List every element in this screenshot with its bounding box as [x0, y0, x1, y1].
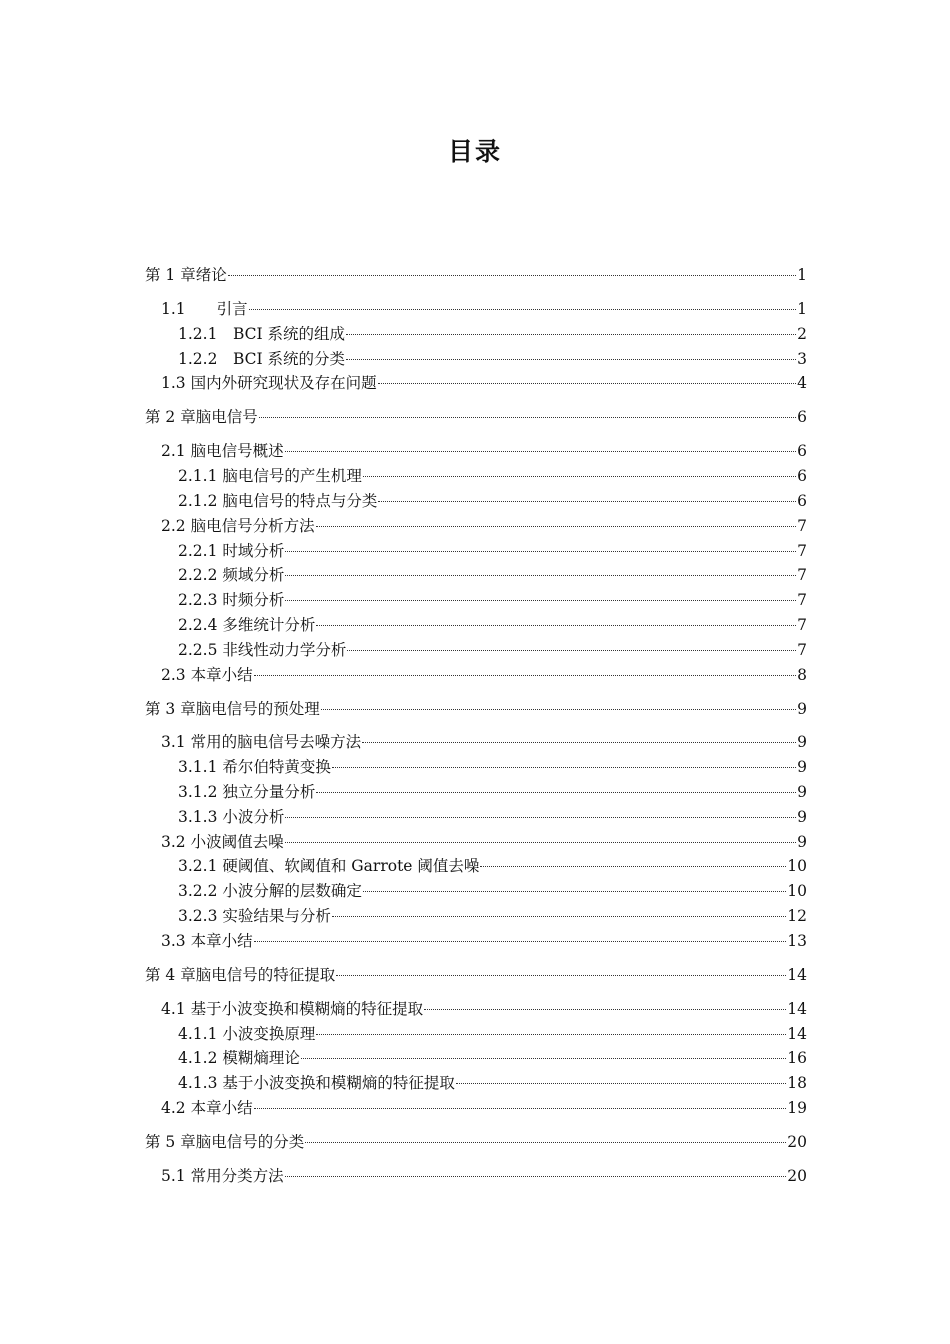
toc-entry-label: 2.3 本章小结 [161, 665, 253, 684]
toc-page-number: 6 [797, 442, 807, 461]
toc-entry-label: 第 2 章脑电信号 [145, 408, 258, 427]
page-title: 目录 [447, 137, 502, 166]
toc-entry-label: 2.2.3 时频分析 [178, 591, 285, 610]
toc-dot-leader [285, 575, 796, 576]
toc-page-number: 2 [797, 324, 807, 343]
toc-page-number: 9 [797, 699, 807, 718]
toc-page-number: 9 [797, 733, 807, 752]
toc-dot-leader [346, 359, 796, 360]
toc-page-number: 3 [797, 349, 807, 368]
toc-section-entry[interactable] [145, 297, 807, 322]
toc-dot-leader [321, 709, 796, 710]
toc-dot-leader [456, 1083, 786, 1084]
toc-page-number: 20 [787, 1133, 807, 1151]
toc-chapter-entry[interactable] [145, 963, 807, 988]
toc-entry-label: 3.3 本章小结 [161, 931, 253, 950]
toc-page-number: 7 [797, 640, 807, 659]
toc-section-entry[interactable] [145, 663, 807, 688]
toc-subsection-entry[interactable] [145, 879, 807, 904]
toc-dot-leader [305, 1142, 786, 1143]
toc-entry-label: 第 1 章绪论 [145, 266, 227, 284]
toc-subsection-entry[interactable] [145, 563, 807, 588]
toc-section-entry[interactable] [145, 371, 807, 396]
toc-dot-leader [254, 675, 797, 676]
toc-subsection-entry[interactable] [145, 755, 807, 780]
toc-entry-label: 3.2 小波阈值去噪 [161, 832, 284, 851]
toc-subsection-entry[interactable] [145, 322, 807, 347]
toc-dot-leader [285, 551, 796, 552]
toc-entry-label: 1.3 国内外研究现状及存在问题 [161, 374, 377, 393]
toc-section-entry[interactable] [145, 997, 807, 1022]
toc-page-number: 20 [787, 1166, 807, 1185]
toc-page-number: 14 [787, 1024, 807, 1043]
table-of-contents [145, 263, 807, 1189]
toc-subsection-entry[interactable] [145, 1022, 807, 1047]
toc-page-number: 1 [797, 299, 807, 318]
toc-page-number: 7 [797, 541, 807, 560]
toc-page-number: 12 [787, 907, 807, 926]
toc-page-number: 8 [797, 665, 807, 684]
toc-dot-leader [285, 600, 796, 601]
toc-entry-label: 2.2.1 时域分析 [178, 541, 285, 560]
toc-dot-leader [336, 975, 786, 976]
toc-dot-leader [254, 1108, 787, 1109]
toc-page-number: 6 [797, 408, 807, 427]
toc-subsection-entry[interactable] [145, 539, 807, 564]
toc-entry-label: 2.2.2 频域分析 [178, 566, 285, 585]
toc-page-number: 14 [787, 999, 807, 1018]
toc-entry-label: 第 5 章脑电信号的分类 [145, 1133, 305, 1151]
toc-page-number: 18 [787, 1074, 807, 1093]
toc-page-number: 14 [787, 965, 807, 984]
toc-chapter-entry[interactable] [145, 1130, 807, 1155]
toc-subsection-entry[interactable] [145, 780, 807, 805]
toc-page-number: 19 [787, 1099, 807, 1118]
toc-dot-leader [346, 334, 796, 335]
toc-dot-leader [362, 742, 796, 743]
toc-chapter-entry[interactable] [145, 697, 807, 722]
toc-entry-label: 第 4 章脑电信号的特征提取 [145, 965, 336, 984]
toc-section-entry[interactable] [145, 514, 807, 539]
toc-page-number: 9 [797, 832, 807, 851]
toc-section-entry[interactable] [145, 929, 807, 954]
toc-chapter-entry[interactable] [145, 405, 807, 430]
toc-section-entry[interactable] [145, 439, 807, 464]
toc-entry-label: 3.2.3 实验结果与分析 [178, 907, 331, 926]
toc-entry-label: 4.1.3 基于小波变换和模糊熵的特征提取 [178, 1074, 455, 1093]
toc-dot-leader [285, 1176, 787, 1177]
toc-entry-label: 1.1 引言 [161, 299, 248, 318]
toc-dot-leader [378, 501, 796, 502]
toc-page-number: 4 [797, 374, 807, 393]
toc-entry-label: 3.2.1 硬阈值、软阈值和 Garrote 阈值去噪 [178, 857, 480, 876]
toc-entry-label: 4.1.2 模糊熵理论 [178, 1049, 300, 1068]
toc-entry-label: 第 3 章脑电信号的预处理 [145, 699, 320, 718]
toc-entry-label: 4.1.1 小波变换原理 [178, 1024, 316, 1043]
toc-dot-leader [285, 817, 796, 818]
toc-dot-leader [285, 842, 797, 843]
toc-dot-leader [332, 916, 786, 917]
toc-section-entry[interactable] [145, 1096, 807, 1121]
toc-entry-label: 5.1 常用分类方法 [161, 1166, 284, 1185]
toc-dot-leader [424, 1009, 786, 1010]
toc-dot-leader [259, 417, 796, 418]
toc-entry-label: 3.1.2 独立分量分析 [178, 783, 316, 802]
toc-subsection-entry[interactable] [145, 1046, 807, 1071]
toc-subsection-entry[interactable] [145, 805, 807, 830]
toc-subsection-entry[interactable] [145, 1071, 807, 1096]
toc-dot-leader [378, 383, 797, 384]
toc-page-number: 7 [797, 566, 807, 585]
toc-dot-leader [254, 941, 787, 942]
toc-page-number: 10 [787, 857, 807, 876]
toc-page-number: 7 [797, 516, 807, 535]
toc-page-number: 7 [797, 615, 807, 634]
toc-entry-label: 1.2.2 BCI 系统的分类 [178, 349, 346, 368]
toc-entry-label: 3.1.3 小波分析 [178, 807, 285, 826]
toc-dot-leader [347, 650, 796, 651]
toc-entry-label: 2.1 脑电信号概述 [161, 442, 284, 461]
toc-entry-label: 2.2.4 多维统计分析 [178, 615, 316, 634]
toc-dot-leader [480, 866, 786, 867]
toc-entry-label: 3.2.2 小波分解的层数确定 [178, 882, 362, 901]
toc-subsection-entry[interactable] [145, 854, 807, 879]
toc-entry-label: 2.2.5 非线性动力学分析 [178, 640, 347, 659]
toc-page-number: 6 [797, 491, 807, 510]
toc-dot-leader [249, 309, 796, 310]
toc-section-entry[interactable] [145, 1164, 807, 1189]
toc-subsection-entry[interactable] [145, 489, 807, 514]
toc-subsection-entry[interactable] [145, 588, 807, 613]
toc-dot-leader [316, 526, 797, 527]
toc-entry-label: 4.2 本章小结 [161, 1099, 253, 1118]
toc-page-number: 6 [797, 467, 807, 486]
toc-dot-leader [316, 1034, 786, 1035]
toc-section-entry[interactable] [145, 730, 807, 755]
toc-dot-leader [285, 451, 797, 452]
toc-page-number: 9 [797, 783, 807, 802]
toc-dot-leader [363, 891, 786, 892]
toc-entry-label: 2.1.2 脑电信号的特点与分类 [178, 491, 378, 510]
toc-page-number: 13 [787, 931, 807, 950]
toc-page-number: 9 [797, 807, 807, 826]
toc-dot-leader [316, 625, 796, 626]
toc-subsection-entry[interactable] [145, 347, 807, 372]
toc-dot-leader [316, 792, 796, 793]
toc-entry-label: 4.1 基于小波变换和模糊熵的特征提取 [161, 999, 424, 1018]
toc-section-entry[interactable] [145, 830, 807, 855]
toc-page-number: 7 [797, 591, 807, 610]
toc-dot-leader [228, 275, 796, 276]
toc-page-number: 16 [787, 1049, 807, 1068]
toc-subsection-entry[interactable] [145, 464, 807, 489]
toc-dot-leader [301, 1058, 786, 1059]
toc-page-number: 10 [787, 882, 807, 901]
toc-entry-label: 1.2.1 BCI 系统的组成 [178, 324, 346, 343]
toc-dot-leader [332, 767, 796, 768]
toc-entry-label: 2.2 脑电信号分析方法 [161, 516, 315, 535]
toc-entry-label: 3.1.1 希尔伯特黄变换 [178, 758, 331, 777]
toc-entry-label: 2.1.1 脑电信号的产生机理 [178, 467, 362, 486]
toc-subsection-entry[interactable] [145, 638, 807, 663]
toc-page-number: 1 [797, 266, 807, 284]
toc-entry-label: 3.1 常用的脑电信号去噪方法 [161, 733, 362, 752]
toc-subsection-entry[interactable] [145, 613, 807, 638]
toc-chapter-entry[interactable] [145, 263, 807, 288]
toc-subsection-entry[interactable] [145, 904, 807, 929]
toc-dot-leader [363, 476, 796, 477]
toc-page-number: 9 [797, 758, 807, 777]
